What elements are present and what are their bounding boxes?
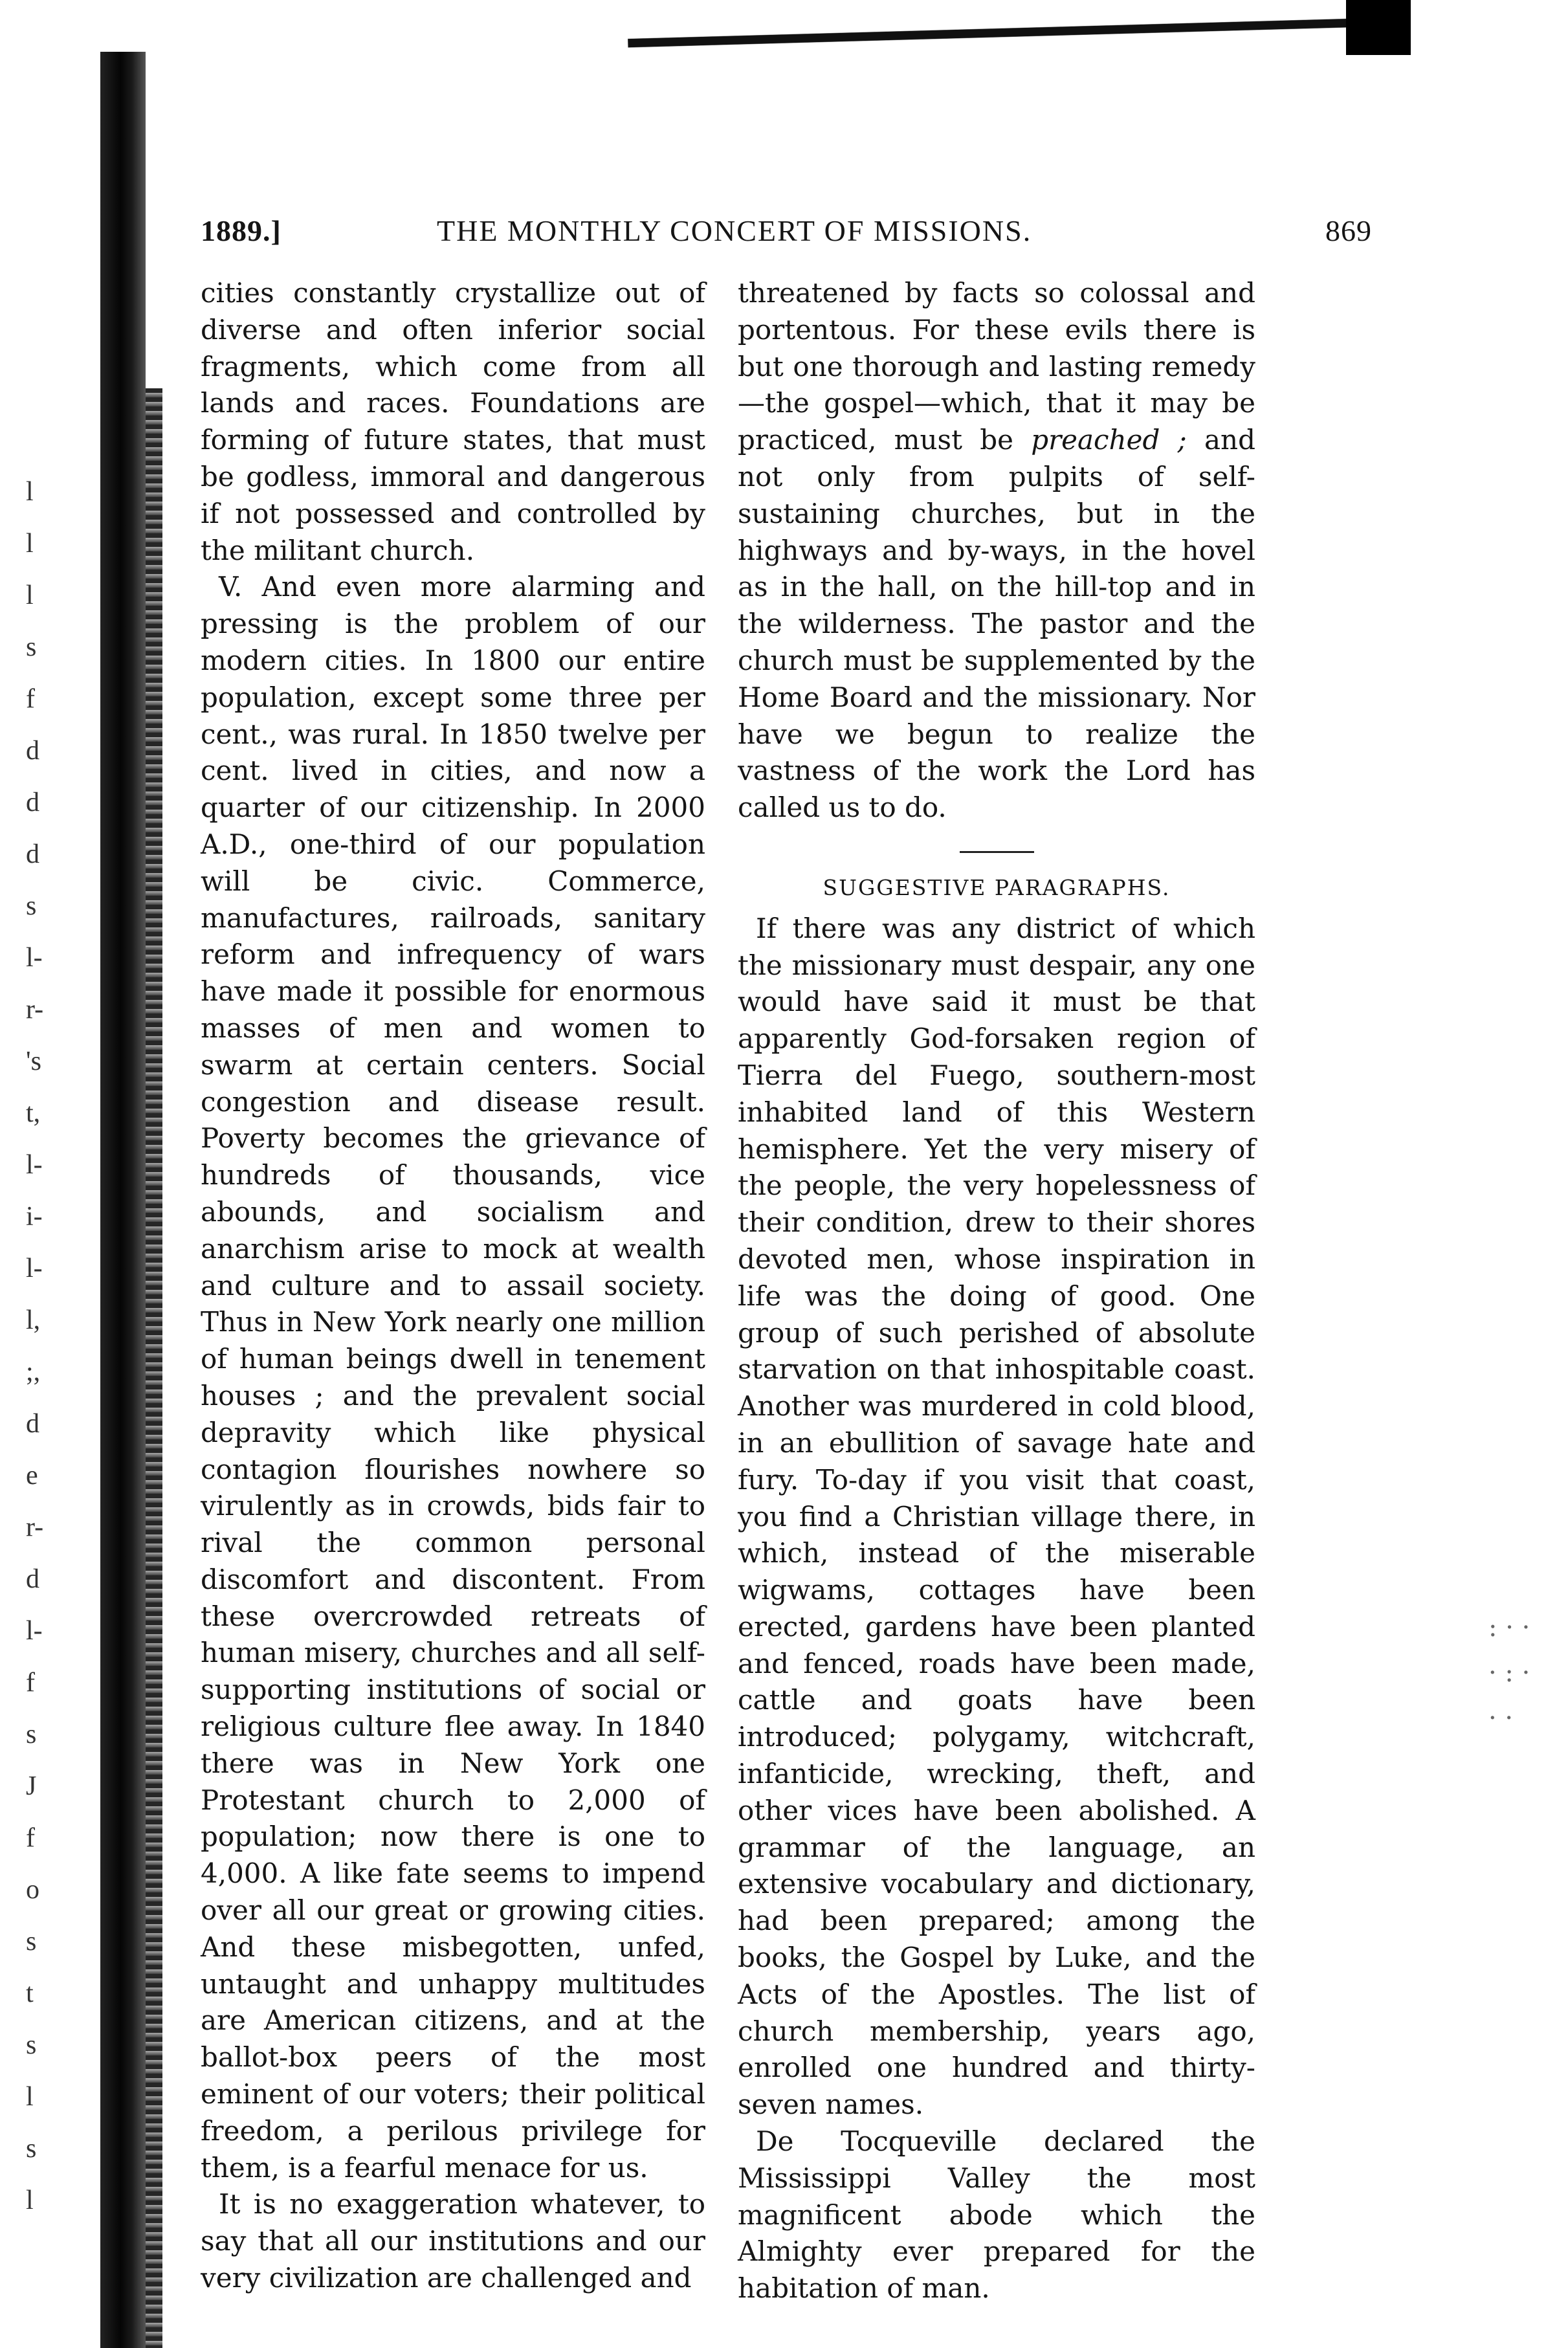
margin-fragment: d [26, 736, 39, 766]
margin-fragment: l [26, 2082, 34, 2112]
margin-fragment: l [26, 529, 34, 559]
section-title: SUGGESTIVE PARAGRAPHS. [823, 874, 1171, 900]
margin-fragment: r- [26, 1512, 44, 1542]
margin-fragment: d [26, 839, 39, 869]
right-column [738, 275, 1255, 2307]
paragraph: De Tocqueville declared the Mississippi Valley the most magnificent abode which the Almighty ever prepared for the habitation of man. [738, 2125, 1255, 2305]
scan-artifact-streak [627, 0, 1405, 65]
margin-fragment: r- [26, 995, 44, 1024]
margin-fragment: i- [26, 1202, 43, 1232]
margin-fragment: s [26, 632, 37, 662]
paragraph-text: and not only from pulpits of self-sustaining churches, but in the highways and by-ways, in the hovel as in the hall, on the hill-top and in the wilderness. The pastor and the church must be supplemented by the Home Board and the missionary. Nor have we begun to realize the vastness of the work the Lord has called us to do. [738, 424, 1255, 824]
header-year: 1889.] [201, 214, 282, 247]
margin-fragment: l, [26, 1305, 41, 1335]
paragraph: V. And even more alarming and pressing is the problem of our modern cities. In 1800 our entire population, except some three per cent., was rural. In 1850 twelve per cent. lived in cities, and now a quarter of our citizenship. In 2000 A.D., one-third of our population will be civic. Commerce, manufactures, railroads, sanitary reform and infrequency of wars have made it possible for enormous masses of men and women to swarm at certain centers. Social congestion and disease result. Poverty becomes the grievance of hundreds of thousands, vice abounds, and socialism and anarchism arise to mock at wealth and culture and to assail society. Thus in New York nearly one million of human beings dwell in tenement houses ; and the prevalent social depravity which like physical contagion flourishes nowhere so virulently as in crowds, bids fair to rival the common personal discomfort and discontent. From these overcrowded retreats of human misery, churches and all self-supporting institutions of social or religious culture flee away. In 1840 there was in New York one Protestant church to 2,000 of population; now there is one to 4,000. A like fate seems to impend over all our great or growing cities. And these misbegotten, unfed, untaught and unhappy multitudes are American citizens, and at the ballot-box peers of the most eminent of our voters; their political freedom, a perilous privilege for them, is a fearful menace for us. [201, 571, 705, 2184]
header-title: THE MONTHLY CONCERT OF MISSIONS. [437, 214, 1032, 247]
margin-fragment: e [26, 1461, 38, 1490]
margin-fragment: d [26, 1409, 39, 1439]
margin-fragment: l- [26, 1616, 43, 1646]
margin-fragment: d [26, 1564, 39, 1594]
margin-fragment: l [26, 477, 34, 507]
margin-fragment: s [26, 2030, 37, 2060]
margin-fragment: f [26, 1823, 35, 1853]
margin-fragment: s [26, 1927, 37, 1956]
paragraph: If there was any district of which the missionary must despair, any one would have said it must be that apparently God-forsaken region of Tierra del Fuego, southern-most inhabited land of this Western hemisphere. Yet the very misery of the people, the very hopelessness of their condition, drew to their shores devoted men, whose inspiration in life was the doing of good. One group of such perished of absolute starvation on that inhospitable coast. Another was murdered in cold blood, in an ebullition of savage hate and fury. To-day if you visit that coast, you find a Christian village there, in which, instead of the miserable wigwams, cottages have been erected, gardens have been planted and fenced, roads have been made, cattle and goats have been introduced; polygamy, witchcraft, infanticide, wrecking, theft, and other vices have been abolished. A grammar of the language, an extensive vocabulary and dictionary, had been prepared; among the books, the Gospel by Luke, and the Acts of the Apostles. The list of church membership, years ago, enrolled one hundred and thirty-seven names. [738, 912, 1255, 2121]
margin-fragment: l- [26, 1254, 43, 1283]
margin-fragment: l [26, 2186, 34, 2215]
page-number: 869 [1325, 214, 1372, 247]
margin-fragment: 's [26, 1047, 41, 1076]
running-head [201, 214, 1391, 259]
margin-fragment: t, [26, 1098, 41, 1128]
margin-fragment: f [26, 1668, 35, 1698]
margin-fragment: J [26, 1771, 37, 1801]
margin-fragment: o [26, 1875, 39, 1905]
margin-fragment: t [26, 1978, 34, 2008]
emphasis-text: preached ; [1031, 424, 1187, 456]
paragraph: It is no exaggeration whatever, to say that all our institutions and our very civilization are challenged and [201, 2188, 705, 2294]
margin-fragment: d [26, 788, 39, 817]
margin-fragment: s [26, 2134, 37, 2164]
scan-artifact-block [1346, 0, 1411, 55]
margin-fragment: ;, [26, 1357, 41, 1387]
margin-fragment: l [26, 581, 34, 610]
paragraph: cities constantly crystallize out of diverse and often inferior social fragments, which come from all lands and races. Foundations are forming of future states, that must be godless, immoral and dangerous if not possessed and controlled by the militant church. [201, 277, 705, 566]
book-binding-shadow [100, 52, 146, 2348]
paragraph [738, 275, 1255, 826]
book-binding-edge [146, 388, 162, 2348]
margin-fragment: s [26, 1720, 37, 1749]
margin-fragment: s [26, 891, 37, 921]
scan-noise-right: : · · · : · · · [1488, 1613, 1530, 1733]
margin-fragment: l- [26, 943, 43, 973]
left-column [201, 275, 705, 2297]
section-divider [960, 851, 1034, 853]
previous-page-bleed [26, 466, 97, 2226]
margin-fragment: f [26, 684, 35, 714]
margin-fragment: l- [26, 1150, 43, 1180]
paragraph-text: threatened by facts so colossal and portentous. For these evils there is but one thorough and lasting remedy—the gospel—which, that it may be practiced, must be [738, 277, 1255, 456]
